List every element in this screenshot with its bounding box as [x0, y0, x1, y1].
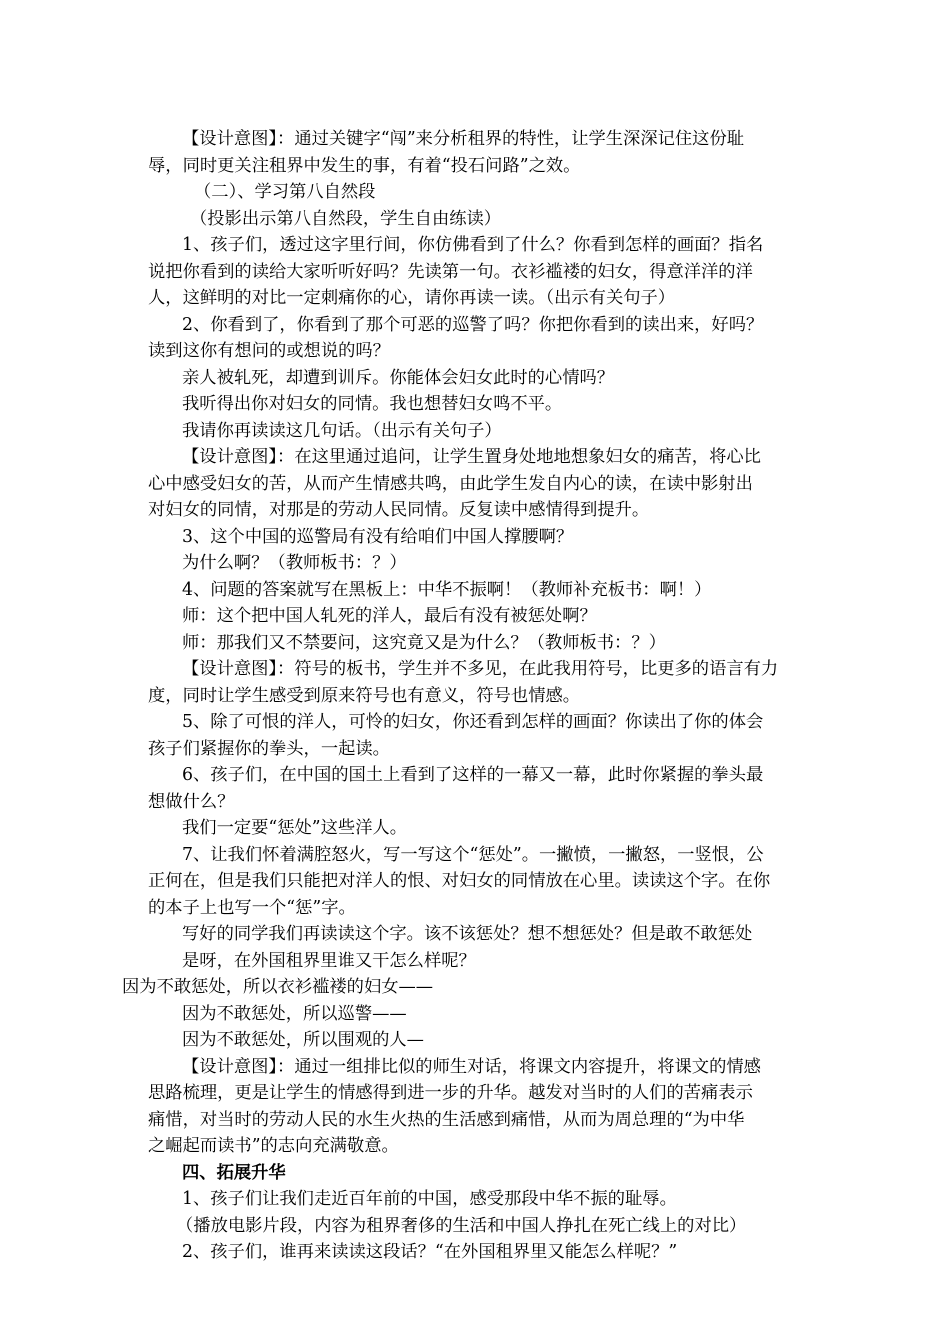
- text-line: 说把你看到的读给大家听听好吗？先读第一句。衣衫褴褛的妇女，得意洋洋的洋: [148, 261, 753, 282]
- paragraph-question-4: 4、问题的答案就写在黑板上：中华不振啊！（教师补充板书：啊！）: [182, 579, 712, 600]
- paragraph-line: （播放电影片段，内容为租界奢侈的生活和中国人挣扎在死亡线上的对比）: [176, 1215, 747, 1236]
- text-line: 的本子上也写一个“惩”字。: [148, 897, 356, 918]
- paragraph-question-1: [148, 232, 820, 312]
- text-line: 正何在，但是我们只能把对洋人的恨、对妇女的同情放在心里。读读这个字。在你: [148, 871, 771, 891]
- section-heading-4: 四、拓展升华: [182, 1162, 286, 1183]
- text-line: 思路梳理，更是让学生的情感得到进一步的升华。越发对当时的人们的苦痛表示: [148, 1083, 753, 1103]
- paragraph-line: 因为不敢惩处，所以衣衫褴褛的妇女——: [122, 977, 434, 997]
- text-line: 6、孩子们，在中国的国土上看到了这样的一幕又一幕，此时你紧握的拳头最: [182, 765, 764, 785]
- paragraph-line: 因为不敢惩处，所以围观的人—: [182, 1030, 424, 1050]
- text-line: 【设计意图】：在这里通过追问，让学生置身处地地想象妇女的痛苦，将心比: [182, 447, 761, 467]
- document-body: [122, 126, 820, 1266]
- text-line: 人，这鲜明的对比一定刺痛你的心，请你再读一读。（出示有关句子）: [148, 288, 676, 308]
- paragraph-line: 1、孩子们让我们走近百年前的中国，感受那段中华不振的耻辱。: [182, 1189, 677, 1209]
- paragraph-design-intent-3: [148, 656, 820, 709]
- paragraph-line: 写好的同学我们再读读这个字。该不该惩处？想不想惩处？但是敢不敢惩处: [182, 924, 753, 944]
- text-line: 读到这你有想问的或想说的吗？: [148, 341, 390, 361]
- text-line: 2、你看到了，你看到了那个可恶的巡警了吗？你把你看到的读出来，好吗？: [182, 314, 764, 335]
- paragraph-line: 我请你再读读这几句话。（出示有关句子）: [182, 420, 502, 441]
- paragraph-question-3: 3、这个中国的巡警局有没有给咱们中国人撑腰啊？: [182, 526, 574, 547]
- paragraph-projection-note: （投影出示第八自然段，学生自由练读）: [190, 208, 502, 229]
- text-line: 痛惜，对当时的劳动人民的水生火热的生活感到痛惜，从而为周总理的“为中华: [148, 1109, 745, 1130]
- paragraph-line: 是呀，在外国租界里谁又干怎么样呢？: [182, 950, 476, 971]
- paragraph-line: 2、孩子们，谁再来读读这段话？“在外国租界里又能怎么样呢？”: [182, 1242, 678, 1262]
- text-line: 【设计意图】：通过一组排比似的师生对话，将课文内容提升，将课文的情感: [182, 1056, 761, 1077]
- paragraph-line: 师：这个把中国人轧死的洋人，最后有没有被惩处啊？: [182, 606, 597, 626]
- paragraph-design-intent-2: [148, 444, 820, 524]
- text-line: 心中感受妇女的苦，从而产生情感共鸣，由此学生发自内心的读，在读中影射出: [148, 473, 753, 494]
- text-line: 孩子们紧握你的拳头，一起读。: [148, 738, 390, 759]
- text-line: 之崛起而读书”的志向充满敬意。: [148, 1136, 399, 1156]
- paragraph-question-7: [148, 842, 820, 922]
- paragraph-line: 亲人被轧死，却遭到训斥。你能体会妇女此时的心情吗？: [182, 367, 615, 388]
- paragraph-line: 师：那我们又不禁要问，这究竟又是为什么？（教师板书：？）: [182, 632, 666, 653]
- text-line: 【设计意图】：符号的板书，学生并不多见，在此我用符号，比更多的语言有力: [182, 659, 779, 679]
- text-line: 对妇女的同情，对那是的劳动人民同情。反复读中感情得到提升。: [148, 500, 650, 520]
- text-line: 度，同时让学生感受到原来符号也有意义，符号也情感。: [148, 685, 581, 706]
- text-line: 想做什么？: [148, 791, 235, 812]
- paragraph-line: 为什么啊？（教师板书：？）: [182, 553, 407, 573]
- paragraph-design-intent-1: [148, 126, 820, 179]
- text-line: 7、让我们怀着满腔怒火，写一写这个“惩处”。一撇愤，一撇怒，一竖恨，公: [182, 844, 764, 865]
- paragraph-question-6: [148, 762, 820, 815]
- paragraph-line: 我听得出你对妇女的同情。我也想替妇女鸣不平。: [182, 394, 563, 414]
- text-line: 辱，同时更关注租界中发生的事，有着“投石问路”之效。: [148, 155, 581, 176]
- text-line: 1、孩子们，透过这字里行间，你仿佛看到了什么？你看到怎样的画面？指名: [182, 235, 764, 255]
- paragraph-design-intent-4: [148, 1054, 820, 1160]
- section-heading-2: （二）、学习第八自然段: [194, 182, 376, 202]
- text-line: 5、除了可恨的洋人，可怜的妇女，你还看到怎样的画面？你读出了你的体会: [182, 712, 764, 732]
- paragraph-line: 我们一定要“惩处”这些洋人。: [182, 818, 408, 838]
- paragraph-question-2: [148, 312, 820, 365]
- paragraph-line: 因为不敢惩处，所以巡警——: [182, 1003, 407, 1024]
- text-line: 【设计意图】：通过关键字“闯”来分析租界的特性，让学生深深记住这份耻: [182, 129, 745, 149]
- paragraph-question-5: [148, 709, 820, 762]
